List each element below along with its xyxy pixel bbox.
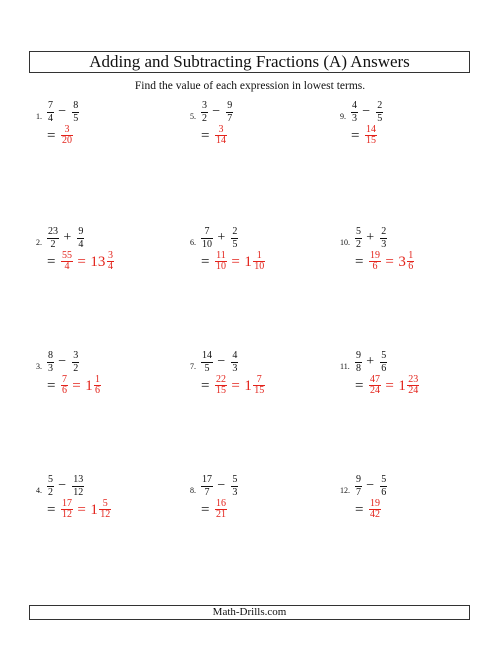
operator: −	[58, 104, 67, 119]
problem-5	[190, 101, 320, 161]
equals-sign: =	[47, 378, 56, 394]
problem-number: 11.	[340, 362, 350, 371]
mixed-whole: 1	[85, 378, 93, 394]
problem-number: 7.	[190, 362, 196, 371]
operand-b-denominator: 6	[381, 487, 387, 498]
mixed-fraction	[253, 375, 265, 396]
operand-b-numerator: 2	[377, 100, 383, 111]
mixed-fraction-numerator: 23	[408, 374, 419, 385]
operand-a-numerator: 5	[356, 226, 361, 237]
operand-b-numerator: 9	[78, 226, 84, 237]
answer-fraction-denominator: 6	[62, 385, 67, 396]
answer-fraction-numerator: 3	[64, 124, 70, 135]
equals-sign: =	[47, 128, 56, 144]
mixed-fraction	[253, 251, 265, 272]
mixed-whole: 3	[398, 254, 406, 270]
answer-fraction-numerator: 16	[216, 498, 226, 509]
operand-a-numerator: 4	[352, 100, 357, 111]
equals-sign-2: =	[385, 378, 394, 394]
operand-b-numerator: 4	[232, 350, 238, 361]
operand-a-numerator: 9	[356, 474, 361, 485]
problem-number: 6.	[190, 238, 196, 247]
operand-b	[376, 101, 383, 124]
equals-sign-2: =	[231, 254, 240, 270]
operand-a-numerator: 14	[202, 350, 212, 361]
operand-a-denominator: 3	[352, 113, 357, 124]
equals-sign: =	[355, 378, 364, 394]
problem-10	[340, 227, 470, 287]
operand-a-numerator: 9	[356, 350, 361, 361]
problem-4	[36, 475, 166, 535]
problem-number: 8.	[190, 486, 196, 495]
problem-1	[36, 101, 166, 161]
operand-b-numerator: 5	[381, 474, 387, 485]
operand-a	[47, 475, 54, 498]
answer-fraction-numerator: 11	[216, 250, 226, 261]
operand-a	[201, 227, 213, 250]
problem-3	[36, 351, 166, 411]
operand-b-denominator: 5	[73, 113, 79, 124]
operator: −	[217, 354, 226, 369]
operand-b	[380, 475, 387, 498]
operator: +	[366, 354, 375, 369]
operand-b	[72, 475, 84, 498]
answer-fraction-denominator: 4	[64, 261, 70, 272]
operand-a	[47, 227, 59, 250]
answer-fraction-numerator: 3	[218, 124, 224, 135]
answer-fraction-numerator: 17	[62, 498, 72, 509]
problem-number: 2.	[36, 238, 42, 247]
operand-b	[380, 351, 387, 374]
answer-fraction	[61, 251, 73, 272]
problem-9	[340, 101, 470, 161]
operand-b-denominator: 7	[227, 113, 233, 124]
operand-a	[351, 101, 358, 124]
operand-b	[231, 227, 238, 250]
operand-b	[72, 101, 79, 124]
mixed-fraction	[94, 375, 101, 396]
operand-a-denominator: 2	[48, 487, 53, 498]
equals-sign-2: =	[77, 502, 86, 518]
operand-a-numerator: 7	[48, 100, 53, 111]
answer-fraction	[215, 375, 227, 396]
operand-b	[226, 101, 233, 124]
operator: −	[212, 104, 221, 119]
problem-number: 10.	[340, 238, 350, 247]
equals-sign-2: =	[385, 254, 394, 270]
answer-fraction	[61, 375, 68, 396]
mixed-fraction-numerator: 1	[256, 250, 262, 261]
problem-7	[190, 351, 320, 411]
worksheet-title: Adding and Subtracting Fractions (A) Answers	[29, 51, 470, 73]
mixed-fraction-denominator: 24	[408, 385, 419, 396]
answer-fraction	[61, 125, 73, 146]
mixed-whole: 13	[90, 254, 106, 270]
operator: −	[366, 478, 375, 493]
operand-a-denominator: 10	[202, 239, 212, 250]
operand-b	[77, 227, 84, 250]
answer-fraction-denominator: 42	[370, 509, 380, 520]
mixed-whole: 1	[244, 378, 252, 394]
footer: Math-Drills.com	[29, 605, 470, 620]
problem-12	[340, 475, 470, 535]
operand-a-denominator: 8	[356, 363, 361, 374]
operator: +	[63, 230, 72, 245]
operator: +	[366, 230, 375, 245]
answer-fraction-numerator: 19	[370, 498, 380, 509]
mixed-fraction-numerator: 1	[95, 374, 100, 385]
answer-fraction-denominator: 10	[216, 261, 226, 272]
answer-fraction-numerator: 14	[366, 124, 376, 135]
operator: +	[217, 230, 226, 245]
answer-fraction	[215, 251, 227, 272]
problem-11	[340, 351, 470, 411]
problem-2	[36, 227, 166, 287]
operand-a-denominator: 5	[204, 363, 210, 374]
mixed-fraction-numerator: 1	[408, 250, 414, 261]
operand-a	[355, 475, 362, 498]
problem-number: 12.	[340, 486, 350, 495]
operand-a	[201, 101, 208, 124]
answer-fraction-denominator: 20	[62, 135, 72, 146]
operand-b-denominator: 5	[377, 113, 383, 124]
mixed-fraction-denominator: 4	[108, 261, 113, 272]
equals-sign: =	[201, 502, 210, 518]
operand-a	[47, 101, 54, 124]
operand-b-numerator: 8	[73, 100, 79, 111]
mixed-fraction	[407, 251, 414, 272]
equals-sign: =	[47, 254, 56, 270]
operand-b-numerator: 2	[381, 226, 387, 237]
operator: −	[362, 104, 371, 119]
mixed-fraction-denominator: 6	[408, 261, 414, 272]
operand-a-numerator: 5	[48, 474, 53, 485]
equals-sign-2: =	[231, 378, 240, 394]
operand-b-denominator: 5	[232, 239, 238, 250]
mixed-fraction-denominator: 12	[100, 509, 111, 520]
operand-a-denominator: 7	[356, 487, 361, 498]
answer-fraction-numerator: 7	[62, 374, 67, 385]
problem-number: 5.	[190, 112, 196, 121]
problem-6	[190, 227, 320, 287]
operand-a-denominator: 2	[202, 113, 207, 124]
operator: −	[58, 354, 67, 369]
answer-fraction	[61, 499, 73, 520]
operand-b-denominator: 4	[78, 239, 84, 250]
answer-fraction-numerator: 22	[216, 374, 226, 385]
operand-b-numerator: 5	[381, 350, 387, 361]
mixed-whole: 1	[244, 254, 252, 270]
operand-b-denominator: 3	[232, 363, 238, 374]
operand-b-numerator: 9	[227, 100, 233, 111]
operand-b-numerator: 5	[232, 474, 238, 485]
operand-a-numerator: 8	[48, 350, 53, 361]
problem-number: 4.	[36, 486, 42, 495]
operand-a-numerator: 17	[202, 474, 212, 485]
operand-a	[201, 351, 213, 374]
mixed-whole: 1	[398, 378, 406, 394]
operand-b	[231, 351, 238, 374]
mixed-fraction	[107, 251, 114, 272]
answer-fraction	[365, 125, 377, 146]
equals-sign: =	[355, 502, 364, 518]
operand-a-denominator: 4	[48, 113, 53, 124]
equals-sign: =	[201, 254, 210, 270]
operand-a	[355, 227, 362, 250]
operand-b	[380, 227, 387, 250]
operand-a-denominator: 2	[50, 239, 56, 250]
mixed-fraction-numerator: 7	[256, 374, 262, 385]
operand-b	[231, 475, 238, 498]
answer-fraction	[215, 499, 227, 520]
operand-a-numerator: 7	[204, 226, 210, 237]
operand-b	[72, 351, 79, 374]
operand-b-numerator: 13	[73, 474, 84, 485]
equals-sign-2: =	[72, 378, 81, 394]
answer-fraction-denominator: 6	[372, 261, 378, 272]
operand-b-denominator: 12	[73, 487, 84, 498]
mixed-fraction-denominator: 10	[254, 261, 265, 272]
answer-fraction	[369, 375, 381, 396]
operand-b-denominator: 3	[232, 487, 238, 498]
mixed-fraction-numerator: 3	[108, 250, 113, 261]
answer-fraction	[215, 125, 227, 146]
answer-fraction-denominator: 21	[216, 509, 226, 520]
answer-fraction-denominator: 15	[366, 135, 376, 146]
equals-sign: =	[47, 502, 56, 518]
mixed-fraction-denominator: 15	[254, 385, 265, 396]
operand-b-denominator: 3	[381, 239, 387, 250]
operand-a-denominator: 2	[356, 239, 361, 250]
answer-fraction-denominator: 15	[216, 385, 226, 396]
equals-sign: =	[201, 128, 210, 144]
operator: −	[217, 478, 226, 493]
operand-b-numerator: 3	[73, 350, 79, 361]
problem-number: 9.	[340, 112, 346, 121]
mixed-fraction-numerator: 5	[102, 498, 108, 509]
operand-a-numerator: 23	[48, 226, 58, 237]
operand-a-denominator: 7	[204, 487, 210, 498]
answer-fraction-numerator: 47	[370, 374, 380, 385]
equals-sign: =	[355, 254, 364, 270]
answer-fraction-denominator: 14	[216, 135, 226, 146]
problem-number: 3.	[36, 362, 42, 371]
problem-number: 1.	[36, 112, 42, 121]
instructions: Find the value of each expression in lowest terms.	[134, 80, 366, 92]
answer-fraction-numerator: 55	[62, 250, 72, 261]
mixed-fraction	[99, 499, 111, 520]
answer-fraction-numerator: 19	[370, 250, 380, 261]
operand-a	[47, 351, 54, 374]
operand-b-numerator: 2	[232, 226, 238, 237]
operand-a	[201, 475, 213, 498]
operand-a-denominator: 3	[48, 363, 53, 374]
answer-fraction	[369, 499, 381, 520]
mixed-whole: 1	[90, 502, 98, 518]
answer-fraction-denominator: 24	[370, 385, 380, 396]
operand-a	[355, 351, 362, 374]
operator: −	[58, 478, 67, 493]
mixed-fraction	[407, 375, 419, 396]
equals-sign-2: =	[77, 254, 86, 270]
operand-b-denominator: 2	[73, 363, 79, 374]
mixed-fraction-denominator: 6	[95, 385, 100, 396]
operand-a-numerator: 3	[202, 100, 207, 111]
equals-sign: =	[351, 128, 360, 144]
equals-sign: =	[201, 378, 210, 394]
problem-8	[190, 475, 320, 535]
answer-fraction	[369, 251, 381, 272]
answer-fraction-denominator: 12	[62, 509, 72, 520]
operand-b-denominator: 6	[381, 363, 387, 374]
